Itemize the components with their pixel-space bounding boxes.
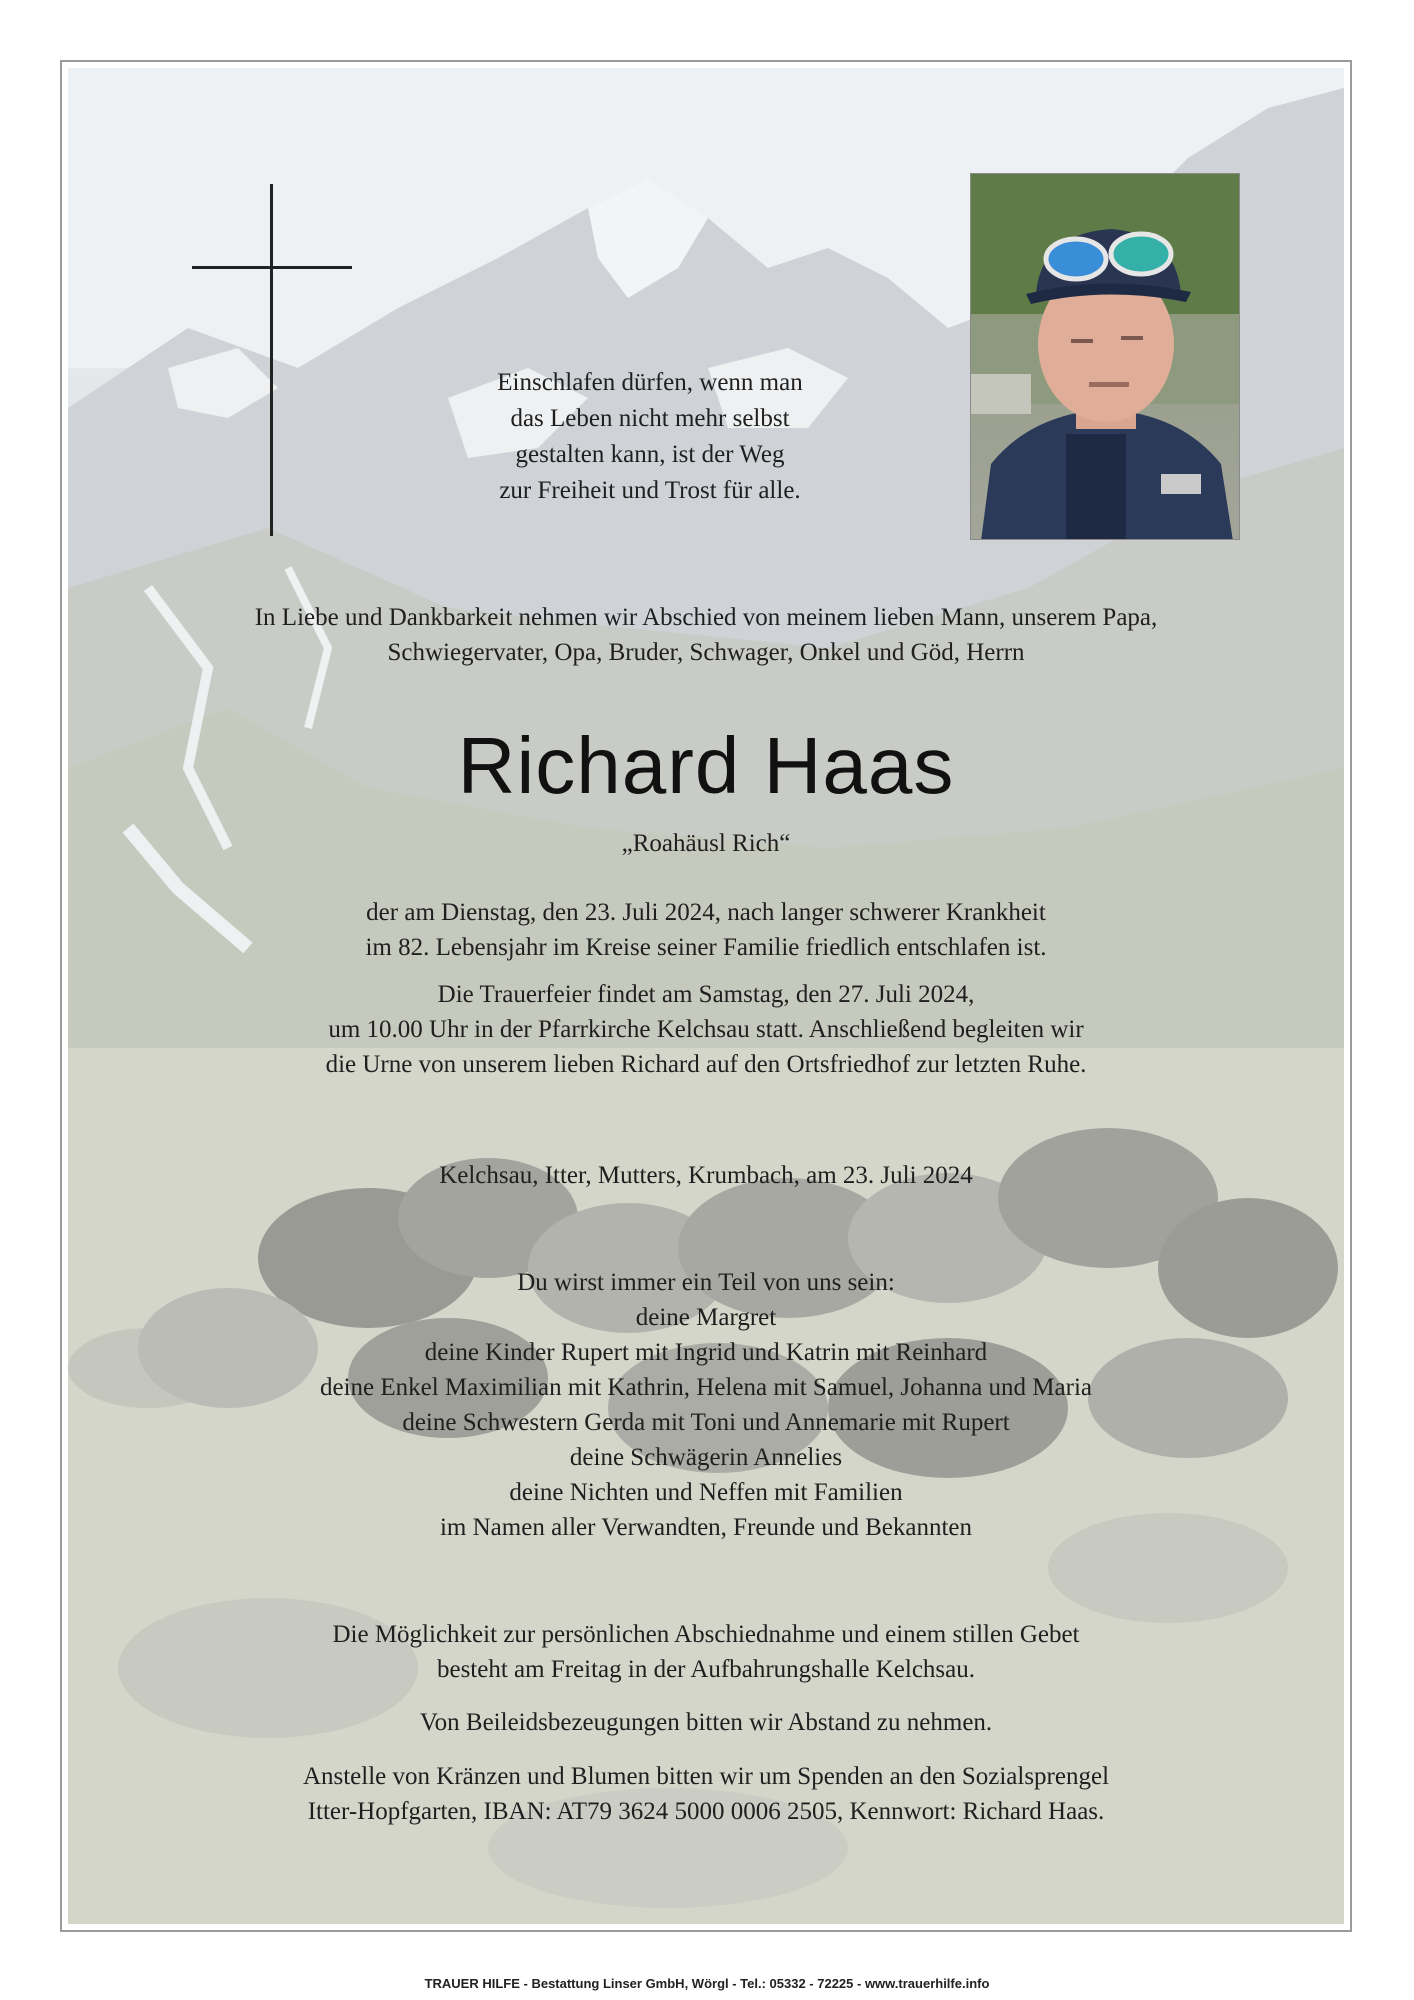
mourner-line: Du wirst immer ein Teil von uns sein: (517, 1269, 895, 1296)
mourner-line: deine Schwägerin Annelies (569, 1444, 843, 1471)
intro-text (68, 600, 1344, 670)
farewell-line: Die Möglichkeit zur persönlichen Abschiednahme und einem stillen Gebet (332, 1621, 1080, 1648)
mourner-line: deine Margret (635, 1304, 777, 1331)
farewell-info (68, 1617, 1344, 1687)
mourner-line: deine Kinder Rupert mit Ingrid und Katrin mit Reinhard (424, 1339, 988, 1366)
poem-line: gestalten kann, ist der Weg (515, 441, 785, 468)
ceremony-line: um 10.00 Uhr in der Pfarrkirche Kelchsau statt. Anschließend begleiten wir (328, 1016, 1084, 1043)
ceremony-info (68, 977, 1344, 1082)
farewell-line: besteht am Freitag in der Aufbahrungshalle Kelchsau. (436, 1656, 976, 1683)
death-notice-line: der am Dienstag, den 23. Juli 2024, nach langer schwerer Krankheit (366, 899, 1046, 926)
mourner-line: deine Nichten und Neffen mit Familien (509, 1479, 903, 1506)
donation-line: Anstelle von Kränzen und Blumen bitten wir um Spenden an den Sozialsprengel (302, 1763, 1110, 1790)
donation-line: Itter-Hopfgarten, IBAN: AT79 3624 5000 0006 2505, Kennwort: Richard Haas. (307, 1798, 1105, 1825)
poem-line: zur Freiheit und Trost für alle. (499, 477, 801, 504)
death-notice (68, 895, 1344, 965)
mourners-list (68, 1265, 1344, 1545)
donation-info (68, 1759, 1344, 1829)
mourner-line: deine Enkel Maximilian mit Kathrin, Helena mit Samuel, Johanna und Maria (319, 1374, 1093, 1401)
condolences-note: Von Beileidsbezeugungen bitten wir Abstand zu nehmen. (419, 1709, 993, 1736)
place-and-date: Kelchsau, Itter, Mutters, Krumbach, am 23. Juli 2024 (439, 1162, 973, 1189)
ceremony-line: die Urne von unserem lieben Richard auf den Ortsfriedhof zur letzten Ruhe. (325, 1051, 1087, 1078)
mourner-line: im Namen aller Verwandten, Freunde und Bekannten (439, 1514, 973, 1541)
portrait-photo (970, 173, 1240, 540)
death-notice-line: im 82. Lebensjahr im Kreise seiner Familie friedlich entschlafen ist. (365, 934, 1047, 961)
mourner-line: deine Schwestern Gerda mit Toni und Annemarie mit Rupert (402, 1409, 1010, 1436)
ceremony-line: Die Trauerfeier findet am Samstag, den 27. Juli 2024, (437, 981, 975, 1008)
nickname: „Roahäusl Rich“ (621, 830, 791, 857)
intro-line: In Liebe und Dankbarkeit nehmen wir Abschied von meinem lieben Mann, unserem Papa, (254, 604, 1158, 631)
poem (370, 365, 930, 509)
deceased-name: Richard Haas (457, 721, 955, 810)
footer-imprint: TRAUER HILFE - Bestattung Linser GmbH, Wörgl - Tel.: 05332 - 72225 - www.trauerhilfe.info (424, 1976, 990, 1991)
poem-line: das Leben nicht mehr selbst (510, 405, 790, 432)
intro-line: Schwiegervater, Opa, Bruder, Schwager, Onkel und Göd, Herrn (387, 639, 1025, 666)
poem-line: Einschlafen dürfen, wenn man (497, 369, 803, 396)
